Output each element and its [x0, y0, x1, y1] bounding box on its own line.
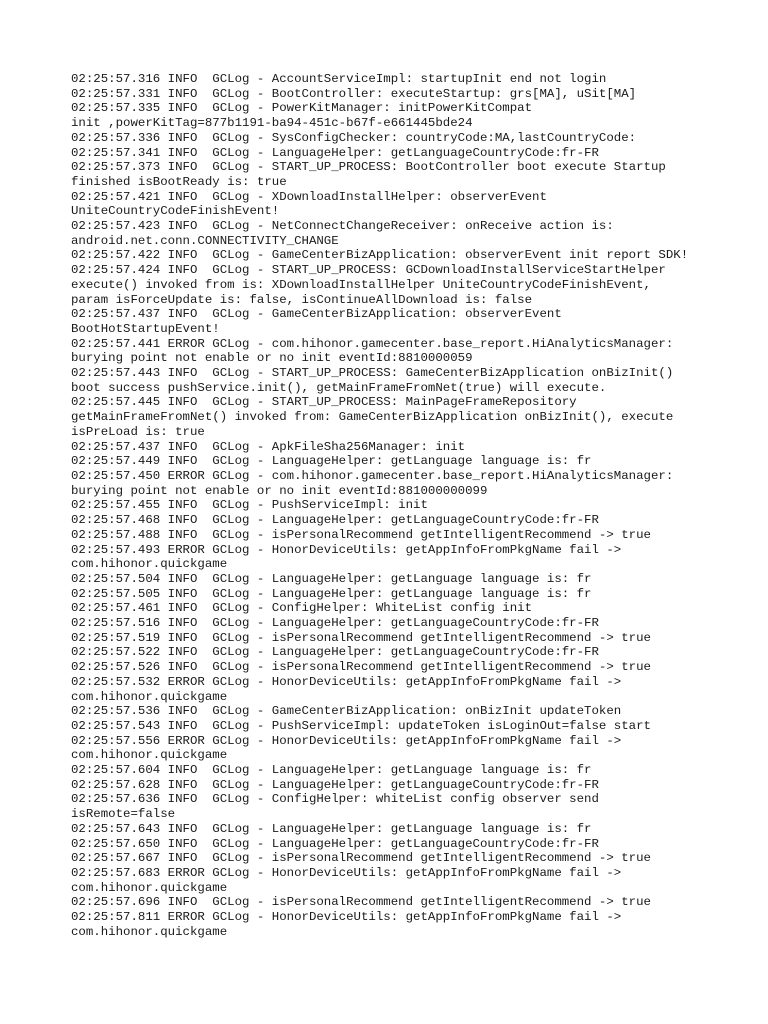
- log-body: [71, 72, 751, 939]
- log-line: 02:25:57.373 INFO GCLog - START_UP_PROCESS: BootController boot execute Startup: [71, 160, 666, 175]
- log-line: finished isBootReady is: true: [71, 174, 287, 189]
- log-line: 02:25:57.504 INFO GCLog - LanguageHelper: getLanguage language is: fr: [71, 571, 592, 586]
- log-line: com.hihonor.quickgame: [71, 748, 228, 763]
- log-line: 02:25:57.423 INFO GCLog - NetConnectChangeReceiver: onReceive action is:: [71, 219, 614, 234]
- log-line: 02:25:57.811 ERROR GCLog - HonorDeviceUtils: getAppInfoFromPkgName fail ->: [71, 910, 622, 925]
- log-line: 02:25:57.331 INFO GCLog - BootController: executeStartup: grs[MA], uSit[MA]: [71, 86, 637, 101]
- log-line: 02:25:57.543 INFO GCLog - PushServiceImpl: updateToken isLoginOut=false start: [71, 718, 651, 733]
- log-document: [71, 72, 751, 939]
- log-line: android.net.conn.CONNECTIVITY_CHANGE: [71, 233, 339, 248]
- log-line: 02:25:57.421 INFO GCLog - XDownloadInstallHelper: observerEvent: [71, 189, 547, 204]
- log-line: 02:25:57.667 INFO GCLog - isPersonalRecommend getIntelligentRecommend -> true: [71, 851, 651, 866]
- log-line: isPreLoad is: true: [71, 424, 205, 439]
- log-line: 02:25:57.468 INFO GCLog - LanguageHelper: getLanguageCountryCode:fr-FR: [71, 513, 599, 528]
- log-line: com.hihonor.quickgame: [71, 689, 228, 704]
- log-line: 02:25:57.335 INFO GCLog - PowerKitManager: initPowerKitCompat: [71, 101, 533, 116]
- log-line: 02:25:57.493 ERROR GCLog - HonorDeviceUtils: getAppInfoFromPkgName fail ->: [71, 542, 622, 557]
- log-line: init ,powerKitTag=877b1191-ba94-451c-b67f-e661445bde24: [71, 116, 473, 131]
- log-line: 02:25:57.519 INFO GCLog - isPersonalRecommend getIntelligentRecommend -> true: [71, 630, 651, 645]
- log-line: 02:25:57.424 INFO GCLog - START_UP_PROCESS: GCDownloadInstallServiceStartHelper: [71, 263, 666, 278]
- log-line: 02:25:57.532 ERROR GCLog - HonorDeviceUtils: getAppInfoFromPkgName fail ->: [71, 674, 622, 689]
- log-line: 02:25:57.445 INFO GCLog - START_UP_PROCESS: MainPageFrameRepository: [71, 395, 577, 410]
- log-line: com.hihonor.quickgame: [71, 557, 228, 572]
- log-line: 02:25:57.455 INFO GCLog - PushServiceImpl: init: [71, 498, 428, 513]
- log-line: 02:25:57.516 INFO GCLog - LanguageHelper: getLanguageCountryCode:fr-FR: [71, 616, 599, 631]
- log-line: 02:25:57.696 INFO GCLog - isPersonalRecommend getIntelligentRecommend -> true: [71, 895, 651, 910]
- log-line: 02:25:57.488 INFO GCLog - isPersonalRecommend getIntelligentRecommend -> true: [71, 527, 651, 542]
- log-line: 02:25:57.437 INFO GCLog - ApkFileSha256Manager: init: [71, 439, 466, 454]
- log-line: param isForceUpdate is: false, isContinueAllDownload is: false: [71, 292, 533, 307]
- log-line: 02:25:57.443 INFO GCLog - START_UP_PROCESS: GameCenterBizApplication onBizInit(): [71, 366, 674, 381]
- log-line: boot success pushService.init(), getMainFrameFromNet(true) will execute.: [71, 380, 607, 395]
- log-line: 02:25:57.643 INFO GCLog - LanguageHelper: getLanguage language is: fr: [71, 821, 592, 836]
- log-line: 02:25:57.336 INFO GCLog - SysConfigChecker: countryCode:MA,lastCountryCode:: [71, 130, 637, 145]
- log-line: BootHotStartupEvent!: [71, 321, 220, 336]
- log-line: 02:25:57.316 INFO GCLog - AccountServiceImpl: startupInit end not login: [71, 72, 607, 86]
- log-line: UniteCountryCodeFinishEvent!: [71, 204, 280, 219]
- log-line: com.hihonor.quickgame: [71, 924, 228, 939]
- log-line: 02:25:57.636 INFO GCLog - ConfigHelper: whiteList config observer send: [71, 792, 599, 807]
- log-line: 02:25:57.628 INFO GCLog - LanguageHelper: getLanguageCountryCode:fr-FR: [71, 777, 599, 792]
- log-line: com.hihonor.quickgame: [71, 880, 228, 895]
- log-line: 02:25:57.522 INFO GCLog - LanguageHelper: getLanguageCountryCode:fr-FR: [71, 645, 599, 660]
- log-line: isRemote=false: [71, 807, 176, 822]
- log-line: 02:25:57.505 INFO GCLog - LanguageHelper: getLanguage language is: fr: [71, 586, 592, 601]
- log-line: 02:25:57.526 INFO GCLog - isPersonalRecommend getIntelligentRecommend -> true: [71, 660, 651, 675]
- log-line: burying point not enable or no init eventId:8810000059: [71, 351, 473, 366]
- log-line: 02:25:57.683 ERROR GCLog - HonorDeviceUtils: getAppInfoFromPkgName fail ->: [71, 865, 622, 880]
- log-line: getMainFrameFromNet() invoked from: GameCenterBizApplication onBizInit(), execute: [71, 410, 674, 425]
- log-line: 02:25:57.449 INFO GCLog - LanguageHelper: getLanguage language is: fr: [71, 454, 592, 469]
- log-line: 02:25:57.422 INFO GCLog - GameCenterBizApplication: observerEvent init report SDK!: [71, 248, 689, 263]
- log-line: execute() invoked from is: XDownloadInstallHelper UniteCountryCodeFinishEvent,: [71, 277, 651, 292]
- log-line: 02:25:57.536 INFO GCLog - GameCenterBizApplication: onBizInit updateToken: [71, 704, 622, 719]
- log-line: 02:25:57.437 INFO GCLog - GameCenterBizApplication: observerEvent: [71, 307, 562, 322]
- log-line: 02:25:57.450 ERROR GCLog - com.hihonor.gamecenter.base_report.HiAnalyticsManager:: [71, 468, 674, 483]
- log-line: 02:25:57.556 ERROR GCLog - HonorDeviceUtils: getAppInfoFromPkgName fail ->: [71, 733, 622, 748]
- log-line: 02:25:57.604 INFO GCLog - LanguageHelper: getLanguage language is: fr: [71, 763, 592, 778]
- log-line: burying point not enable or no init eventId:881000000099: [71, 483, 488, 498]
- log-line: 02:25:57.650 INFO GCLog - LanguageHelper: getLanguageCountryCode:fr-FR: [71, 836, 599, 851]
- log-line: 02:25:57.341 INFO GCLog - LanguageHelper: getLanguageCountryCode:fr-FR: [71, 145, 599, 160]
- log-line: 02:25:57.461 INFO GCLog - ConfigHelper: WhiteList config init: [71, 601, 533, 616]
- log-line: 02:25:57.441 ERROR GCLog - com.hihonor.gamecenter.base_report.HiAnalyticsManager:: [71, 336, 674, 351]
